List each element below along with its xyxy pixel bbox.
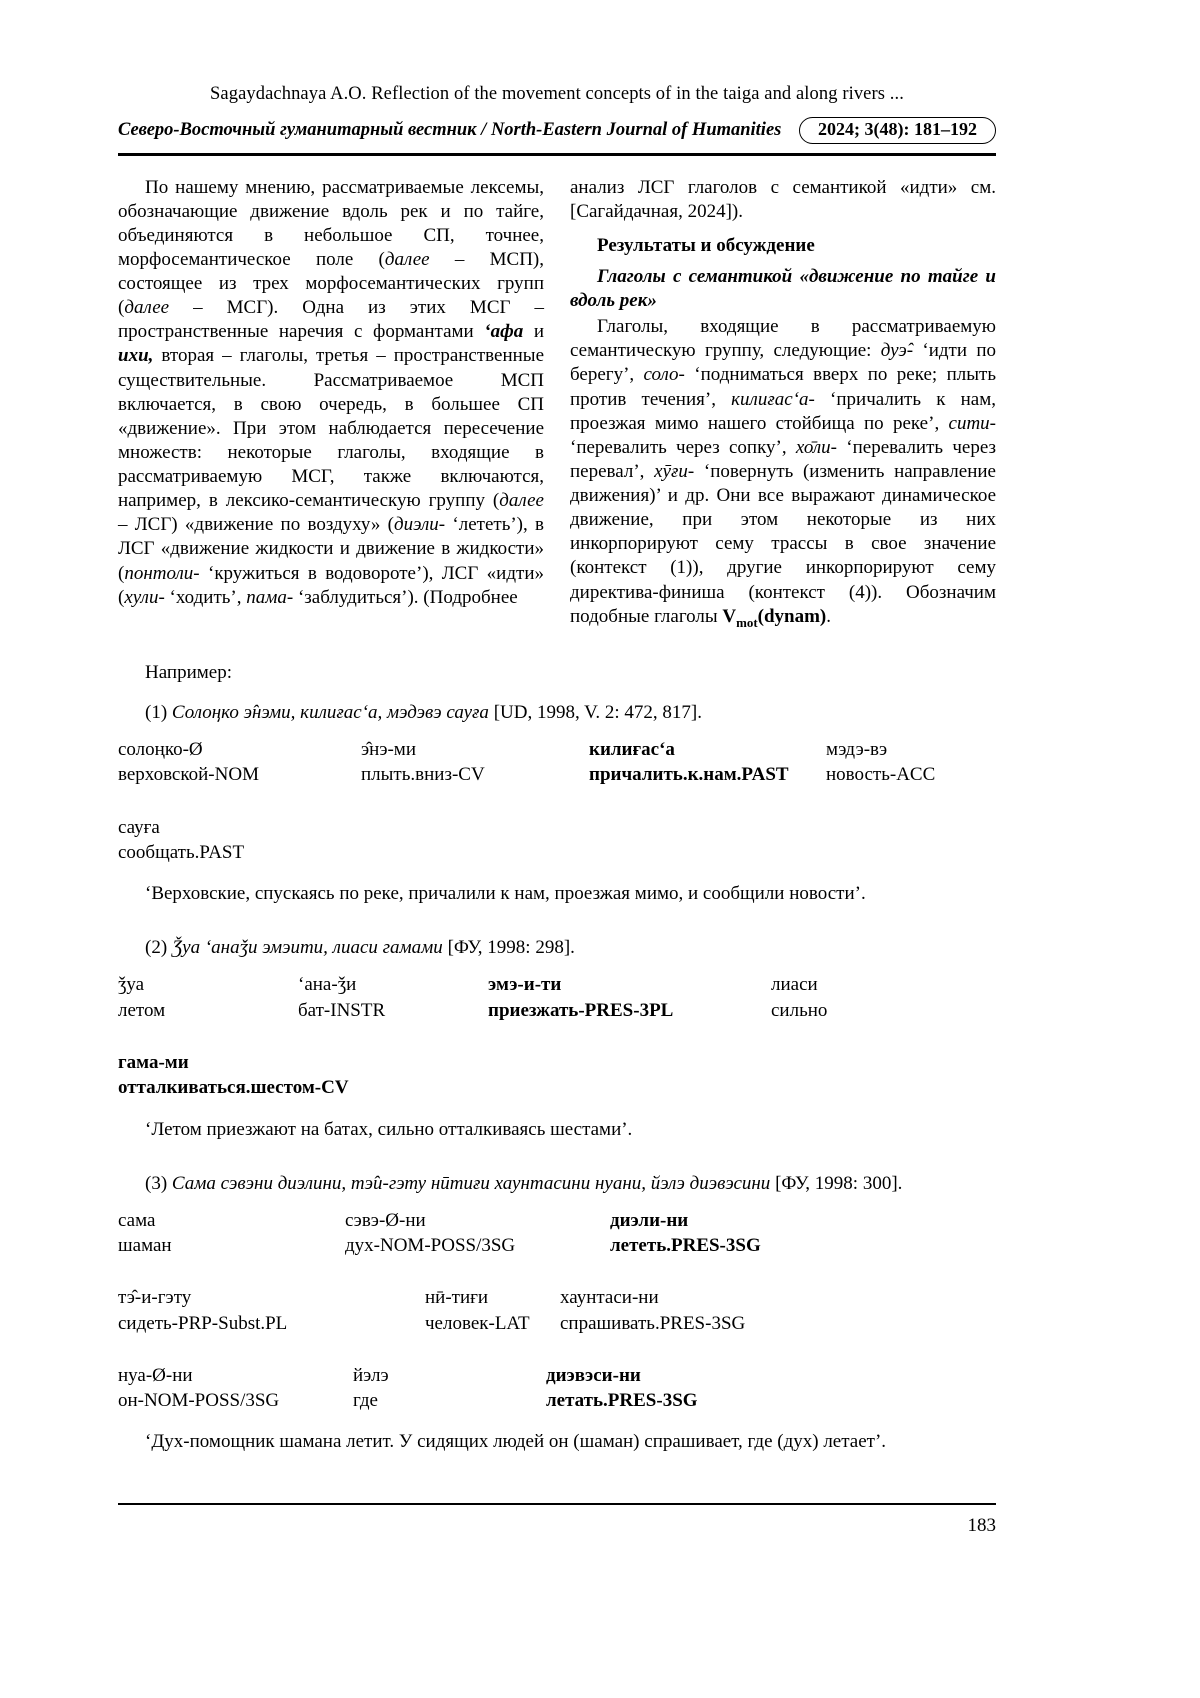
gloss-cell: ǯуа bbox=[118, 974, 145, 996]
text-run: понтоли- bbox=[124, 562, 200, 584]
gloss-cell: сообщать.PAST bbox=[118, 841, 245, 863]
gloss-cell: тэ̂-и-гэту bbox=[118, 1287, 192, 1309]
section-heading: Результаты и обсуждение bbox=[597, 234, 815, 256]
text-run: пама- bbox=[246, 586, 294, 608]
two-column-body bbox=[118, 176, 996, 631]
text-run: [UD, 1998, V. 2: 472, 817]. bbox=[488, 702, 702, 724]
text-run: килиғас‘а- bbox=[731, 388, 815, 410]
text-run: . bbox=[826, 605, 832, 627]
example-2-gloss-continuation bbox=[118, 1050, 996, 1101]
text-run: ‘перевалить через сопку’, bbox=[570, 436, 796, 458]
example-3-gloss-table-3 bbox=[118, 1363, 996, 1414]
text-run: сити- bbox=[948, 412, 996, 434]
text-run: далее bbox=[499, 490, 544, 512]
gloss-cell: плыть.вниз-CV bbox=[361, 764, 485, 786]
gloss-cell: бат-INSTR bbox=[298, 999, 386, 1021]
examples-intro: Например: bbox=[145, 661, 232, 683]
example-2-header bbox=[118, 936, 996, 960]
gloss-cell: нӣ-тиғи bbox=[425, 1287, 489, 1309]
left-column bbox=[118, 176, 544, 631]
gloss-cell: сауға bbox=[118, 816, 160, 838]
text-run: – ЛСГ) «движение по воздуху» ( bbox=[118, 514, 394, 536]
body-paragraph bbox=[570, 315, 996, 631]
text-run: mot bbox=[736, 614, 758, 630]
gloss-cell: шаман bbox=[118, 1235, 172, 1257]
gloss-cell: причалить.к.нам.PAST bbox=[589, 764, 789, 786]
text-run: ‘афа bbox=[484, 321, 524, 343]
gloss-cell: диэли-ни bbox=[610, 1209, 689, 1231]
gloss-cell: килиғас‘а bbox=[589, 739, 675, 761]
gloss-cell: лететь.PRES-3SG bbox=[610, 1235, 761, 1257]
text-run: ‘заблудиться’). (Подробнее bbox=[293, 586, 518, 608]
issue-info-badge: 2024; 3(48): 181–192 bbox=[799, 117, 996, 144]
gloss-cell: верховской-NOM bbox=[118, 764, 259, 786]
gloss-cell: сама bbox=[118, 1209, 156, 1231]
subsection-heading: Глаголы с семантикой «движение по тайге и вдоль рек» bbox=[570, 265, 996, 312]
footer-rule bbox=[118, 1503, 996, 1505]
text-run: хо̄ли- bbox=[795, 436, 837, 458]
example-3-gloss-table-2 bbox=[118, 1285, 996, 1336]
example-1-gloss-table bbox=[118, 737, 996, 788]
example-1-gloss-continuation bbox=[118, 815, 996, 866]
example-2-translation: ‘Летом приезжают на батах, сильно отталкиваясь шестами’. bbox=[145, 1118, 633, 1140]
text-run: ‘лететь’), в ЛСГ «движение жидкости и движение в жидкости» ( bbox=[118, 514, 544, 584]
gloss-cell: приезжать-PRES-3PL bbox=[488, 999, 674, 1021]
gloss-cell: летать.PRES-3SG bbox=[546, 1390, 698, 1412]
gloss-cell: летом bbox=[118, 999, 166, 1021]
text-run: Глаголы, входящие в рассматриваемую семантическую группу, следующие: bbox=[570, 316, 996, 362]
example-2-gloss-table bbox=[118, 972, 996, 1023]
examples-section bbox=[118, 661, 996, 1455]
text-run: (dynam) bbox=[757, 605, 827, 627]
gloss-cell: мэдэ-вэ bbox=[826, 739, 888, 761]
body-paragraph-continuation: анализ ЛСГ глаголов с семантикой «идти» см. [Сагайдачная, 2024]). bbox=[570, 176, 996, 222]
gloss-cell: э̂нэ-ми bbox=[361, 739, 416, 761]
gloss-cell: хаунтаси-ни bbox=[560, 1287, 659, 1309]
text-run: (1) bbox=[145, 702, 172, 724]
text-run: ‘перевалить через перевал’, bbox=[570, 436, 996, 482]
gloss-cell: нуа-Ø-ни bbox=[118, 1364, 193, 1386]
journal-title: Северо-Восточный гуманитарный вестник / North-Eastern Journal of Humanities bbox=[118, 120, 782, 140]
text-run: Сама сэвэни диэлини, тэ̂и-гэту нӣтиғи хаунтасини нуани, йэлэ диэвэсини bbox=[171, 1172, 771, 1194]
gloss-cell: солоңко-Ø bbox=[118, 739, 203, 761]
page-number: 183 bbox=[967, 1514, 996, 1536]
gloss-cell: сидеть-PRP-Subst.PL bbox=[118, 1312, 288, 1334]
gloss-cell: сильно bbox=[771, 999, 828, 1021]
gloss-cell: ‘ана-ǯи bbox=[298, 974, 357, 996]
text-run: ‘идти по берегу’, bbox=[570, 340, 996, 386]
example-3-header bbox=[118, 1172, 996, 1196]
text-run: – МСГ). Одна из этих МСГ – пространственные наречия с формантами bbox=[118, 297, 544, 343]
text-run: ‘повернуть (изменить направление движения)’ и др. Они все выражают динамическое движение, при этом некоторые из них инкорпорируют сему трассы в свое значение (контекст (1)), другие инкорпорируют сему директива-финиша (контекст (4)). Обозначим подобные глаголы bbox=[570, 460, 996, 627]
text-run: [ФУ, 1998: 298]. bbox=[442, 937, 575, 959]
gloss-cell: диэвэси-ни bbox=[546, 1364, 641, 1386]
journal-header-row bbox=[118, 117, 996, 144]
text-run: ‘подниматься вверх по реке; плыть против течения’, bbox=[570, 364, 996, 410]
text-run: дуэ̂- bbox=[880, 340, 914, 362]
text-run: ихи, bbox=[118, 345, 154, 367]
text-run: V bbox=[722, 605, 737, 627]
body-paragraph bbox=[118, 176, 544, 610]
gloss-cell: гама-ми bbox=[118, 1052, 189, 1074]
running-head: Sagaydachnaya A.O. Reflection of the movement concepts of in the taiga and along rivers ... bbox=[210, 84, 904, 104]
text-run: Солоңко э̂нэми, килиғас‘а, мэдэвэ сауға bbox=[171, 702, 489, 724]
gloss-cell: лиаси bbox=[771, 974, 818, 996]
example-3-gloss-table-1 bbox=[118, 1208, 996, 1259]
right-column bbox=[570, 176, 996, 631]
text-run: и bbox=[523, 321, 544, 343]
text-run: ‘ходить’, bbox=[164, 586, 247, 608]
gloss-cell: сэвэ-Ø-ни bbox=[345, 1209, 426, 1231]
text-run: (2) bbox=[145, 937, 172, 959]
text-run: ‘кружиться в водовороте’), ЛСГ «идти» ( bbox=[118, 562, 544, 608]
example-1-header bbox=[118, 701, 996, 725]
gloss-cell: йэлэ bbox=[353, 1364, 389, 1386]
gloss-cell: спрашивать.PRES-3SG bbox=[560, 1312, 746, 1334]
gloss-cell: он-NOM-POSS/3SG bbox=[118, 1390, 280, 1412]
example-3-translation: ‘Дух-помощник шамана летит. У сидящих людей он (шаман) спрашивает, где (дух) летает’. bbox=[145, 1431, 887, 1453]
text-run: [ФУ, 1998: 300]. bbox=[770, 1172, 903, 1194]
text-run: – МСП), состоящее из трех морфосемантических групп ( bbox=[118, 248, 544, 319]
text-run: соло- bbox=[643, 364, 685, 386]
text-run: хӯғи- bbox=[654, 460, 695, 482]
text-run: Ǯуа ‘анаǯи эмэити, лиаси гамами bbox=[171, 937, 443, 959]
text-run: вторая – глаголы, третья – пространственные существительные. Рассматриваемое МСП включается, в свою очередь, в большее СП «движение». При этом наблюдается пересечение множеств: некоторые глаголы, входящие в рассматриваемую МСГ, также включаются, например, в лексико-семантическую группу ( bbox=[118, 345, 544, 512]
header-rule bbox=[118, 153, 996, 156]
gloss-cell: отталкиваться.шестом-CV bbox=[118, 1077, 349, 1099]
gloss-cell: дух-NOM-POSS/3SG bbox=[345, 1235, 516, 1257]
text-run: далее bbox=[124, 297, 170, 319]
gloss-cell: человек-LAT bbox=[425, 1312, 530, 1334]
text-run: хули- bbox=[124, 586, 165, 608]
text-run: По нашему мнению, рассматриваемые лексемы, обозначающие движение вдоль рек и по тайге, объединяются в небольшое СП, точнее, морфосемантическое поле ( bbox=[118, 176, 544, 270]
text-run: (3) bbox=[145, 1172, 172, 1194]
text-run: ‘причалить к нам, проезжая мимо нашего стойбища по реке’, bbox=[570, 388, 997, 434]
text-run: диэли- bbox=[394, 514, 446, 536]
gloss-cell: новость-ACC bbox=[826, 764, 936, 786]
gloss-cell: где bbox=[353, 1390, 378, 1412]
gloss-cell: эмэ-и-ти bbox=[488, 974, 562, 996]
text-run: далее bbox=[384, 248, 430, 270]
example-1-translation: ‘Верховские, спускаясь по реке, причалили к нам, проезжая мимо, и сообщили новости’. bbox=[145, 883, 866, 905]
